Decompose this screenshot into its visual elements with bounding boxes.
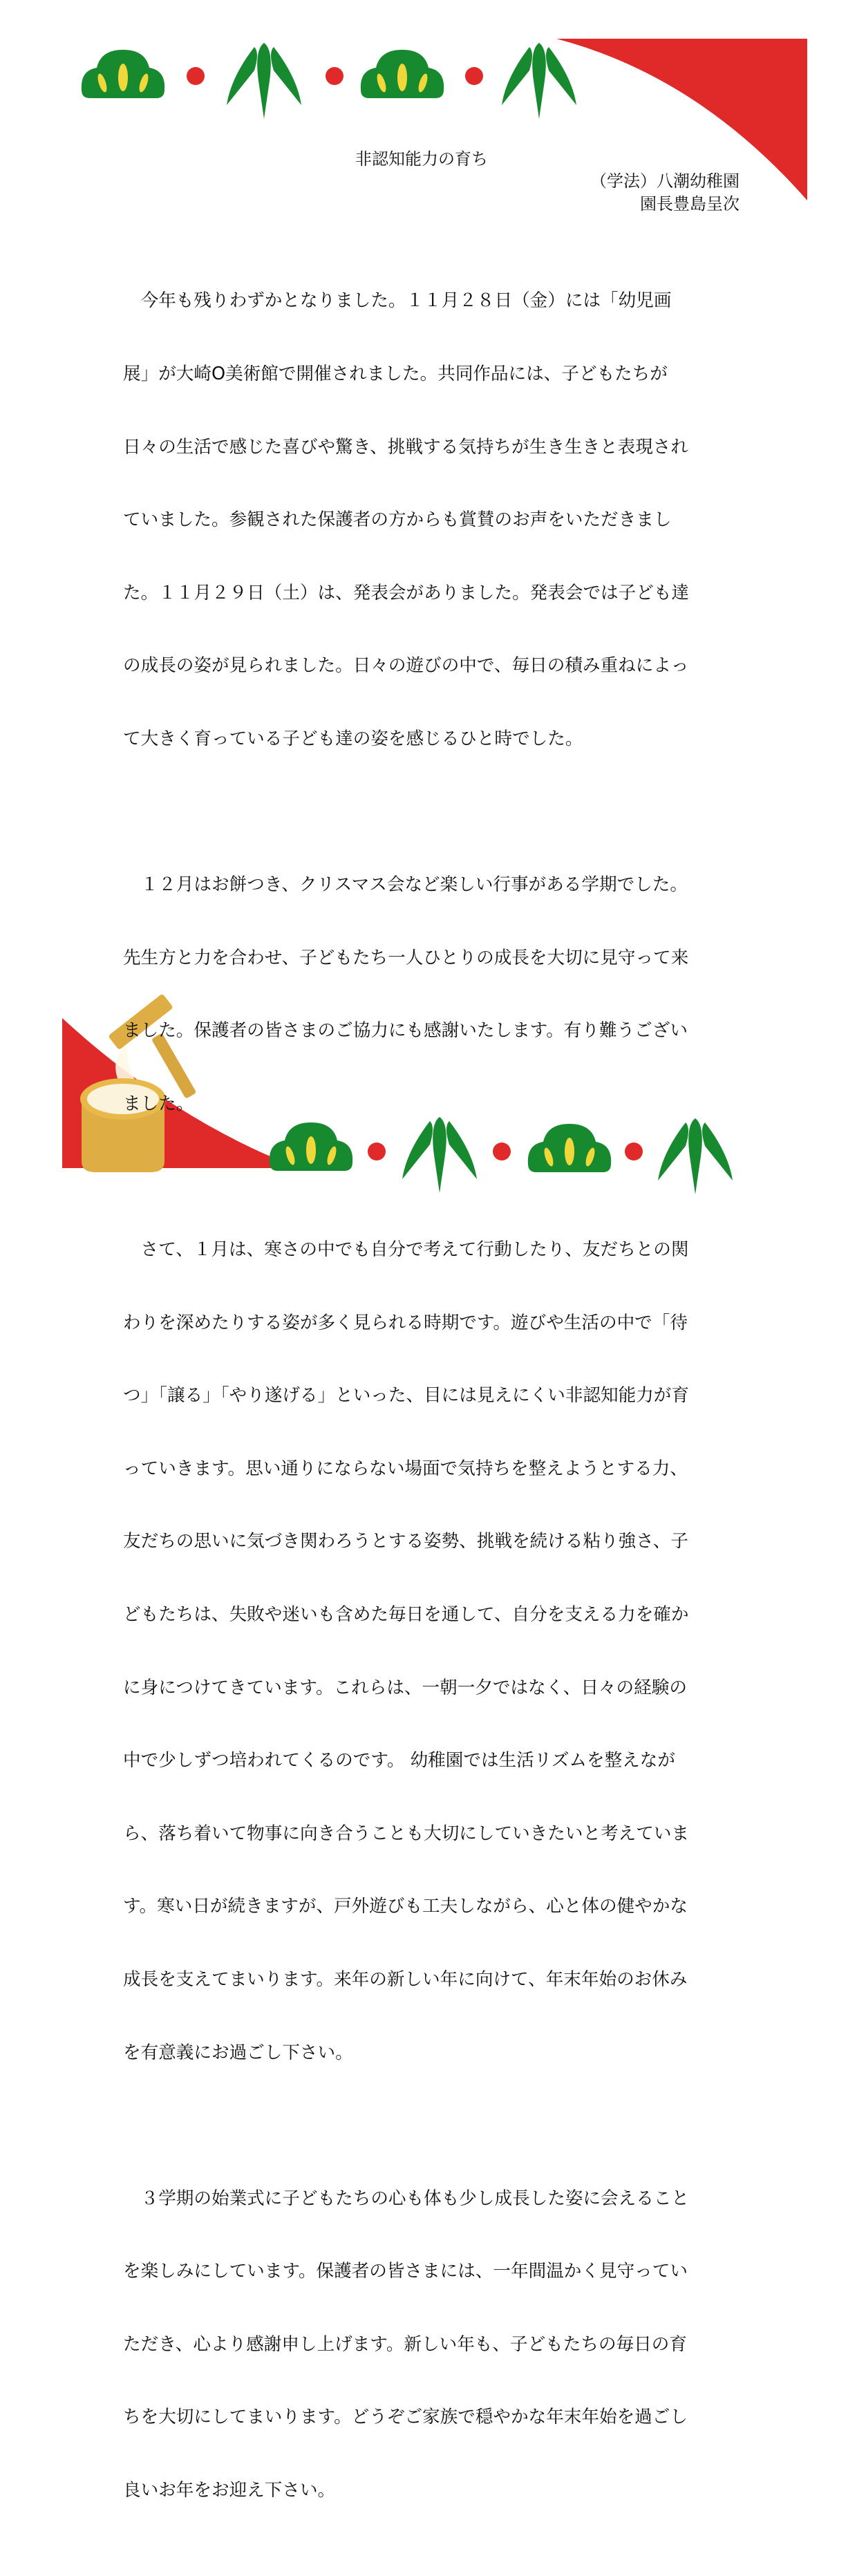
text-line: １２月はお餅つき、クリスマス会など楽しい行事がある学期でした。 (123, 874, 688, 896)
text-line: ただき、心より感謝申し上げます。新しい年も、子どもたちの毎日の育 (123, 2333, 687, 2355)
text-line: ３学期の始業式に子どもたちの心も体も少し成長した姿に会えること (123, 2188, 690, 2209)
text-line: 先生方と力を合わせ、子どもたち一人ひとりの成長を大切に見守って来 (123, 947, 689, 968)
text-line: 今年も残りわずかとなりました。１１月２８日（金）には「幼児画 (123, 290, 672, 312)
pine-icon (361, 50, 444, 98)
text-line: 中で少しずつ培われてくるのです。 幼稚園では生活リズムを整えなが (123, 1750, 675, 1771)
text-line: に身につけてきています。これらは、一朝一夕ではなく、日々の経験の (123, 1677, 687, 1698)
text-line: っていきます。思い通りにならない場面で気持ちを整えようとする力、 (123, 1458, 688, 1479)
text-line: 友だちの思いに気づき関わろうとする姿勢、挑戦を続ける粘り強さ、子 (123, 1531, 688, 1552)
paragraph-1 (123, 241, 731, 800)
text-line: 展」が大崎O美術館で開催されました。共同作品には、子どもたちが (123, 364, 668, 385)
text-line: わりを深めたりする姿が多く見られる時期です。遊びや生活の中で「待 (123, 1312, 688, 1333)
letter-body (123, 241, 731, 2576)
bamboo-icon (502, 43, 576, 119)
document-title: 非認知能力の育ち (355, 149, 488, 169)
text-line: て大きく育っている子ども達の姿を感じるひと時でした。 (123, 728, 583, 750)
paragraph-4 (123, 2138, 731, 2551)
text-line: た。１１月２９日（土）は、発表会がありました。発表会では子ども達 (123, 582, 690, 603)
paragraph-3 (123, 1190, 731, 2114)
text-line: を楽しみにしています。保護者の皆さまには、一年間温かく見守ってい (123, 2261, 688, 2282)
pine-icon (82, 50, 164, 98)
organization-name: （学法）八潮幼稚園 (590, 171, 740, 191)
text-line: す。寒い日が続きますが、戸外遊びも工夫しながら、心と体の健やかな (123, 1896, 688, 1917)
bamboo-icon (227, 43, 301, 119)
text-line: 成長を支えてまいります。来年の新しい年に向けて、年末年始のお休み (123, 1969, 688, 1991)
top-decoration-row (0, 0, 857, 138)
dot-icon (187, 67, 205, 85)
dot-icon (326, 67, 343, 85)
text-line: さて、１月は、寒さの中でも自分で考えて行動したり、友だちとの関 (123, 1239, 689, 1260)
text-line: つ」「譲る」「やり遂げる」といった、目には見えにくい非認知能力が育 (123, 1385, 689, 1407)
text-line: の成長の姿が見られました。日々の遊びの中で、毎日の積み重ねによっ (123, 655, 689, 677)
text-line: を有意義にお過ごし下さい。 (123, 2042, 353, 2063)
text-line: ちを大切にしてまいります。どうぞご家族で穏やかな年末年始を過ごし (123, 2407, 688, 2428)
text-line: 良いお年をお迎え下さい。 (123, 2480, 336, 2501)
author-name: 園長豊島呈次 (640, 194, 740, 214)
text-line: どもたちは、失敗や迷いも含めた毎日を通して、自分を支える力を確か (123, 1604, 689, 1625)
text-line: ていました。参観された保護者の方からも賞賛のお声をいただきまし (123, 509, 672, 531)
dot-icon (465, 67, 483, 85)
author-block (590, 170, 740, 216)
text-line: 日々の生活で感じた喜びや驚き、挑戦する気持ちが生き生きと表現され (123, 436, 688, 458)
text-line: ら、落ち着いて物事に向き合うことも大切にしていきたいと考えていま (123, 1823, 690, 1844)
text-line: ました。 (123, 1093, 194, 1114)
paragraph-2 (123, 825, 731, 1165)
text-line: ました。保護者の皆さまのご協力にも感謝いたします。有り難うござい (123, 1020, 688, 1042)
